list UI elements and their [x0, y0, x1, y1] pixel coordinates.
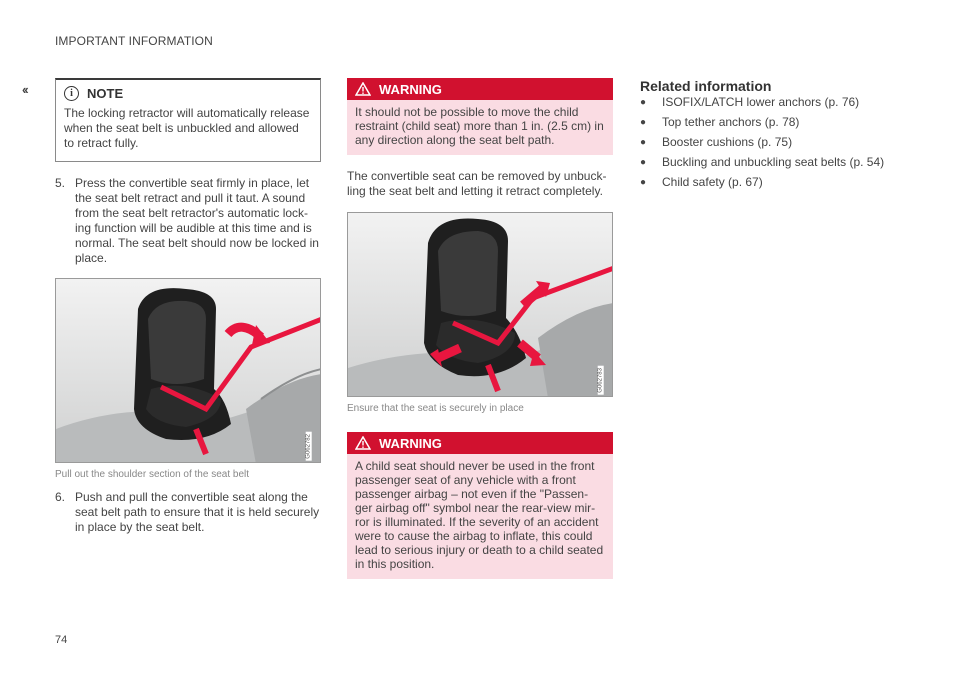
bullet-icon: ● — [640, 177, 647, 188]
warning-triangle-icon — [355, 82, 371, 96]
note-body: The locking retractor will automatically release when the seat belt is unbuckled and allowed to retract fully. — [64, 106, 310, 150]
bullet-icon: ● — [640, 157, 647, 168]
figure-seat-secure — [347, 212, 613, 397]
page-header: IMPORTANT INFORMATION — [55, 34, 213, 48]
paragraph-remove-seat: The convertible seat can be removed by unbuck-ling the seat belt and letting it retract completely. — [347, 169, 607, 198]
warning-title: WARNING — [379, 81, 442, 97]
figure-code: G062783 — [598, 368, 604, 393]
child-seat-illustration-1 — [56, 279, 321, 463]
related-info-list — [640, 95, 920, 190]
related-item[interactable]: ● Top tether anchors (p. 78) — [640, 115, 800, 129]
bullet-icon: ● — [640, 137, 647, 148]
note-title: NOTE — [87, 86, 124, 101]
column-left — [55, 78, 321, 535]
step-number: 5. — [55, 176, 66, 190]
related-info-title: Related information — [640, 78, 772, 94]
related-item[interactable]: ● Booster cushions (p. 75) — [640, 135, 793, 149]
column-right — [640, 78, 920, 195]
figure-caption: Pull out the shoulder section of the seat belt — [55, 469, 250, 480]
figure-seat-belt-pull — [55, 278, 321, 463]
bullet-icon: ● — [640, 97, 647, 108]
related-item[interactable]: ● Buckling and unbuckling seat belts (p. 54) — [640, 155, 885, 169]
warning-box-2 — [347, 432, 613, 579]
child-seat-illustration-2 — [348, 213, 613, 397]
info-icon: i — [64, 86, 79, 101]
step-text: Press the convertible seat firmly in place, let the seat belt retract and pull it taut. A sound from the seat belt retractor's automatic lock-ing function will be audible at this time and is normal. The seat belt should now be locked in place. — [75, 176, 319, 265]
related-item[interactable]: ● ISOFIX/LATCH lower anchors (p. 76) — [640, 95, 860, 109]
figure-caption: Ensure that the seat is securely in place — [347, 403, 524, 414]
warning-title: WARNING — [379, 435, 442, 451]
warning-box-1 — [347, 78, 613, 155]
figure-code: G062782 — [306, 434, 312, 459]
step-5 — [55, 176, 321, 266]
step-6 — [55, 490, 321, 535]
bullet-icon: ● — [640, 117, 647, 128]
note-box — [55, 78, 321, 162]
column-middle — [347, 78, 613, 579]
warning-body: It should not be possible to move the child restraint (child seat) more than 1 in. (2.5 cm) in any direction along the seat belt path. — [355, 105, 604, 147]
step-number: 6. — [55, 490, 66, 504]
related-item[interactable]: ● Child safety (p. 67) — [640, 175, 763, 189]
page-number: 74 — [55, 634, 68, 646]
back-arrow-icon[interactable]: ‹‹ — [22, 82, 27, 97]
warning-triangle-icon — [355, 436, 371, 450]
warning-body: A child seat should never be used in the front passenger seat of any vehicle with a front passenger airbag – not even if the "Passen-ger airbag off" symbol near the rear-view mir-ror is illuminated. If the severity of an accident were to cause the airbag to inflate, this could lead to serious injury or death to a child seated in this position. — [355, 459, 604, 571]
step-text: Push and pull the convertible seat along the seat belt path to ensure that it is held securely in place by the seat belt. — [75, 490, 320, 534]
